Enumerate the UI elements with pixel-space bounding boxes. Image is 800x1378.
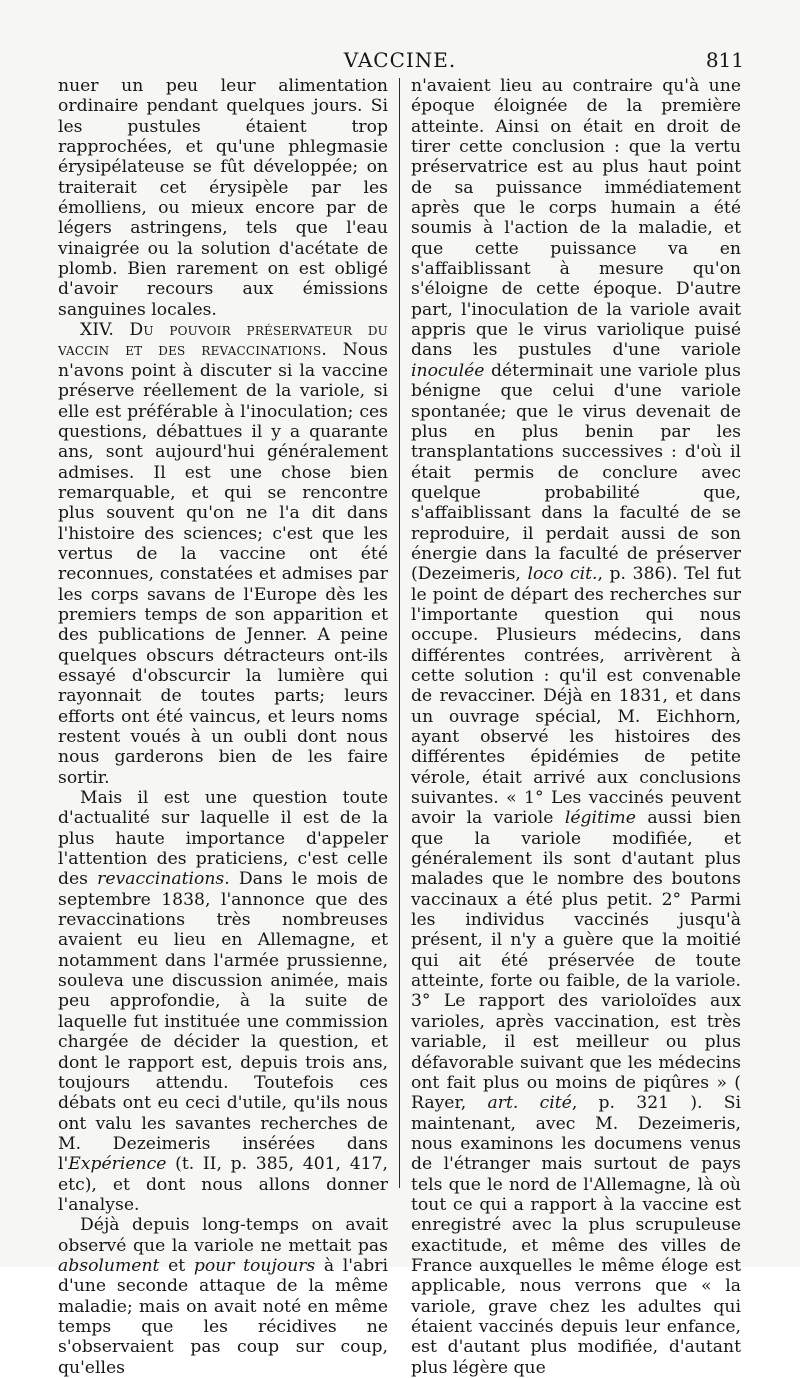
variole-paragraph (58, 1215, 388, 1378)
running-title: VACCINE. (343, 48, 457, 72)
paragraph-text: nuer un peu leur alimentation ordinaire pendant quelques jours. Si les pustules étaient trop rapprochées, et qu'une phlegmasie érysipélateuse se fût développée; on traiterait cet érysipèle par les émolliens, ou mieux encore par de légers astringens, tels que l'eau vinaigrée ou la solution d'acétate de plomb. Bien rarement on est obligé d'avoir recours aux émissions sanguines locales. (58, 76, 388, 320)
paragraph-text: (t. II, p. 385, 401, 417, etc), et dont nous allons donner l'analyse. (58, 1154, 388, 1215)
paragraph-text: Déjà depuis long-temps on avait observé que la variole ne mettait pas (58, 1215, 388, 1256)
paragraph-continued (58, 76, 388, 320)
column-divider (399, 78, 400, 1188)
paragraph-continued (411, 76, 741, 1378)
section-heading: Du pouvoir préservateur du vaccin et des revaccinations. (58, 320, 388, 361)
paragraph-text: n'avaient lieu au contraire qu'à une époque éloignée de la première atteinte. Ainsi on était en droit de tirer cette conclusion : que la vertu préservatrice est au plus haut point de sa puissance immédiatement après que le corps humain a été soumis à l'action de la maladie, et que cette puissance va en s'affaiblissant à mesure qu'on s'éloigne de cette époque. D'autre part, l'inoculation de la variole avait appris que le virus variolique puisé dans les pustules d'une variole (411, 76, 741, 361)
italic-citation: loco cit. (527, 564, 598, 585)
paragraph-text: à l'abri d'une seconde attaque de la même maladie; mais on avait noté en même temps que les récidives ne s'observaient pas coup sur coup, qu'elles (58, 1255, 388, 1378)
paragraph-text: Nous n'avons point à discuter si la vaccine préserve réellement de la variole, si elle est préférable à l'inoculation; ces questions, débattues il y a quarante ans, sont aujourd'hui généralement admises. Il est une chose bien remarquable, et qui se rencontre plus souvent qu'on ne l'a dit dans l'histoire des sciences; c'est que les vertus de la vaccine ont été reconnues, constatées et admises par les corps savans de l'Europe dès les premiers temps de son apparition et des publications de Jenner. A peine quelques obscurs détracteurs ont-ils essayé d'obscurcir la lumière qui rayonnait de toutes parts; leurs efforts ont été vaincus, et leurs noms restent voués à un oubli dont nous nous garderons bien de les faire sortir. (58, 340, 388, 788)
italic-term: inoculée (411, 360, 485, 381)
paragraph-text: aussi bien que la variole modifiée, et généralement ils sont d'autant plus malades que le nombre des boutons vaccinaux a été plus petit. 2° Parmi les individus vaccinés jusqu'à présent, il n'y a guère que la moitié qui ait été préservée de toute atteinte, forte ou faible, de la variole. 3° Le rapport des varioloïdes aux varioles, après vaccination, est très variable, il est meilleur ou plus défavorable suivant que les médecins ont fait plus ou moins de piqûres » ( Rayer, (411, 808, 742, 1114)
italic-journal-title: Expérience (68, 1154, 167, 1175)
italic-citation: art. cité (487, 1093, 572, 1114)
paragraph-text: , p. 321 ). Si maintenant, avec M. Dezeimeris, nous examinons les documens venus de l'étranger mais surtout de pays tels que le nord de l'Allemagne, là où tout ce qui a rapport à la vaccine est enregistré avec la plus scrupuleuse exactitude, et même des villes de France auxquelles le même éloge est applicable, nous verrons que « la variole, grave chez les adultes qui étaient vaccinés depuis leur enfance, est d'autant plus modifiée, d'autant plus légère que (411, 1093, 742, 1378)
paragraph-text: Mais il est une question toute d'actualité sur laquelle il est de la plus haute importance d'appeler l'attention des praticiens, c'est celle des (58, 788, 388, 890)
left-column (58, 76, 388, 1378)
right-column (411, 76, 741, 1378)
revaccination-paragraph (58, 788, 388, 1215)
running-head (56, 44, 744, 78)
page-number: 811 (705, 48, 744, 72)
paragraph-text: , p. 386). Tel fut le point de départ des recherches sur l'importante question qui nous occupe. Plusieurs médecins, dans différentes contrées, arrivèrent à cette solution : qu'il est convenable de revacciner. Déjà en 1831, et dans un ouvrage spécial, M. Eichhorn, ayant observé les histoires des différentes épidémies de petite vérole, était arrivé aux conclusions suivantes. « 1° Les vaccinés peuvent avoir la variole (411, 564, 742, 829)
italic-term: légitime (564, 808, 636, 829)
italic-term: pour toujours (193, 1255, 316, 1276)
paragraph-text: et (168, 1255, 186, 1276)
paragraph-text: . Dans le mois de septembre 1838, l'annonce que des revaccinations très nombreuses avaient eu lieu en Allemagne, et notamment dans l'armée prussienne, souleva une discussion animée, mais peu approfondie, à la suite de laquelle fut instituée une commission chargée de décider la question, et dont le rapport est, depuis trois ans, toujours attendu. Toutefois ces débats ont eu ceci d'utile, qu'ils nous ont valu les savantes recherches de M. Dezeimeris insérées dans l' (58, 869, 388, 1175)
paragraph-text: déterminait une variole plus bénigne que celui d'une variole spontanée; que le virus devenait de plus en plus benin par les transplantations successives : d'où il était permis de conclure avec quelque probabilité que, s'affaiblissant dans la faculté de se reproduire, il perdait aussi de son énergie dans la faculté de préserver (Dezeimeris, (411, 360, 741, 585)
italic-term: revaccinations (97, 869, 225, 890)
italic-term: absolument (58, 1255, 160, 1276)
section-number: XIV. (80, 320, 114, 341)
section-xiv-paragraph (58, 320, 388, 788)
